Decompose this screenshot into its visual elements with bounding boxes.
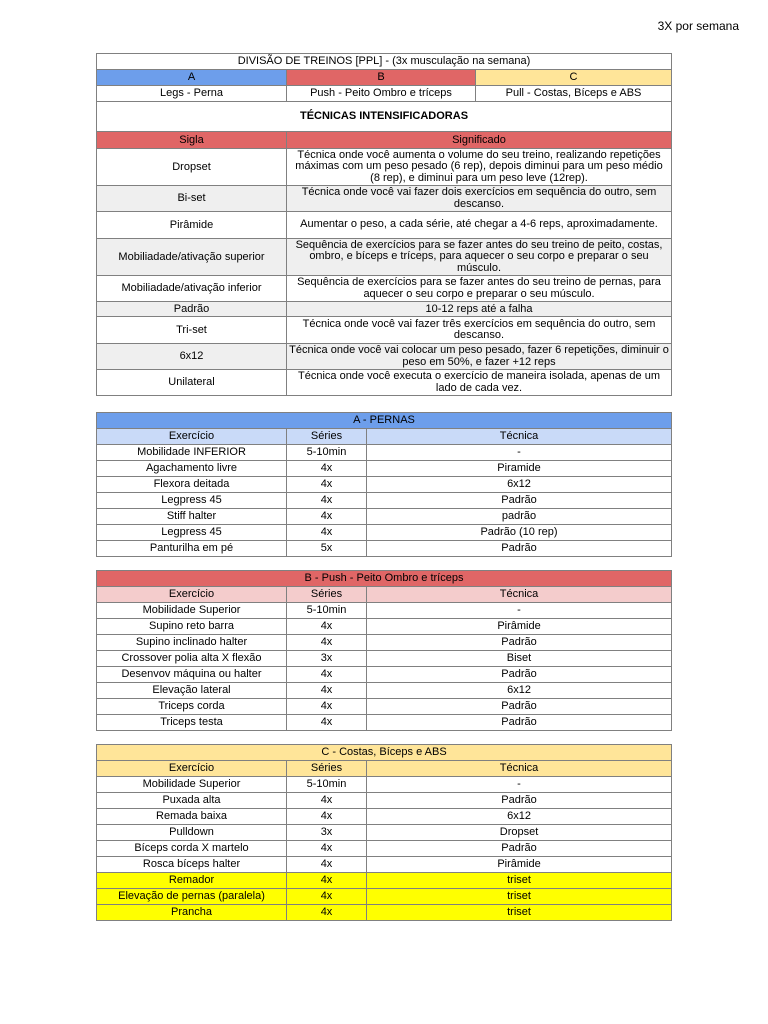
workout-c-table xyxy=(96,744,672,921)
workout-a-title: A - PERNAS xyxy=(97,413,672,429)
exercise-name: Elevação de pernas (paralela) xyxy=(97,889,287,905)
exercise-sets: 4x xyxy=(287,699,367,715)
technique-name: Pirâmide xyxy=(97,212,287,239)
header-tecnica: Técnica xyxy=(367,587,672,603)
technique-meaning: Técnica onde você vai fazer três exercícios em sequência do outro, sem descanso. xyxy=(287,317,672,344)
exercise-name: Legpress 45 xyxy=(97,493,287,509)
technique-meaning: Técnica onde você executa o exercício de maneira isolada, apenas de um lado de cada vez. xyxy=(287,370,672,396)
exercise-sets: 4x xyxy=(287,809,367,825)
exercise-sets: 4x xyxy=(287,857,367,873)
exercise-technique: triset xyxy=(367,889,672,905)
exercise-technique: Biset xyxy=(367,651,672,667)
exercise-name: Desenvov máquina ou halter xyxy=(97,667,287,683)
technique-name: Mobiliadade/ativação superior xyxy=(97,239,287,276)
exercise-name: Mobilidade INFERIOR xyxy=(97,445,287,461)
exercise-technique: triset xyxy=(367,873,672,889)
technique-name: Mobiliadade/ativação inferior xyxy=(97,276,287,302)
exercise-technique: - xyxy=(367,777,672,793)
exercise-sets: 3x xyxy=(287,825,367,841)
exercise-technique: Piramide xyxy=(367,461,672,477)
exercise-technique: 6x12 xyxy=(367,683,672,699)
exercise-technique: padrão xyxy=(367,509,672,525)
technique-meaning: Aumentar o peso, a cada série, até chegar a 4-6 reps, aproximadamente. xyxy=(287,212,672,239)
exercise-name: Supino inclinado halter xyxy=(97,635,287,651)
techniques-header-significado: Significado xyxy=(287,132,672,149)
technique-meaning: Técnica onde você aumenta o volume do seu treino, realizando repetições máximas com um peso pesado (6 rep), depois diminui para um peso médio (8 rep), e diminui para um peso leve (12rep). xyxy=(287,149,672,186)
exercise-technique: Pirâmide xyxy=(367,619,672,635)
division-letter-b: B xyxy=(287,70,476,86)
exercise-technique: Padrão (10 rep) xyxy=(367,525,672,541)
exercise-technique: Dropset xyxy=(367,825,672,841)
exercise-sets: 4x xyxy=(287,509,367,525)
frequency-note: 3X por semana xyxy=(657,19,739,33)
exercise-name: Agachamento livre xyxy=(97,461,287,477)
division-name-a: Legs - Perna xyxy=(97,86,287,102)
exercise-sets: 5-10min xyxy=(287,603,367,619)
exercise-sets: 4x xyxy=(287,635,367,651)
exercise-sets: 4x xyxy=(287,841,367,857)
exercise-sets: 4x xyxy=(287,715,367,731)
technique-name: Unilateral xyxy=(97,370,287,396)
exercise-name: Puxada alta xyxy=(97,793,287,809)
workout-b-title: B - Push - Peito Ombro e tríceps xyxy=(97,571,672,587)
exercise-technique: Pirâmide xyxy=(367,857,672,873)
exercise-name: Remada baixa xyxy=(97,809,287,825)
exercise-technique: Padrão xyxy=(367,715,672,731)
exercise-technique: Padrão xyxy=(367,841,672,857)
division-techniques-table xyxy=(96,53,672,396)
workout-c-title: C - Costas, Bíceps e ABS xyxy=(97,745,672,761)
exercise-name: Prancha xyxy=(97,905,287,921)
header-series: Séries xyxy=(287,429,367,445)
exercise-technique: - xyxy=(367,603,672,619)
exercise-name: Elevação lateral xyxy=(97,683,287,699)
technique-name: 6x12 xyxy=(97,344,287,370)
exercise-technique: Padrão xyxy=(367,493,672,509)
exercise-name: Panturilha em pé xyxy=(97,541,287,557)
technique-name: Dropset xyxy=(97,149,287,186)
exercise-sets: 4x xyxy=(287,683,367,699)
exercise-sets: 5x xyxy=(287,541,367,557)
exercise-sets: 4x xyxy=(287,793,367,809)
exercise-name: Supino reto barra xyxy=(97,619,287,635)
exercise-sets: 4x xyxy=(287,493,367,509)
exercise-sets: 4x xyxy=(287,619,367,635)
exercise-sets: 4x xyxy=(287,905,367,921)
exercise-technique: Padrão xyxy=(367,541,672,557)
exercise-name: Flexora deitada xyxy=(97,477,287,493)
exercise-sets: 5-10min xyxy=(287,445,367,461)
header-exercicio: Exercício xyxy=(97,761,287,777)
exercise-technique: Padrão xyxy=(367,635,672,651)
exercise-sets: 3x xyxy=(287,651,367,667)
technique-meaning: 10-12 reps até a falha xyxy=(287,302,672,317)
division-title: DIVISÃO DE TREINOS [PPL] - (3x musculação na semana) xyxy=(97,54,672,70)
exercise-name: Stiff halter xyxy=(97,509,287,525)
exercise-name: Bíceps corda X martelo xyxy=(97,841,287,857)
exercise-name: Triceps corda xyxy=(97,699,287,715)
exercise-technique: - xyxy=(367,445,672,461)
workout-b-table xyxy=(96,570,672,731)
technique-meaning: Técnica onde você vai colocar um peso pesado, fazer 6 repetições, diminuir o peso em 50%, e fazer +12 reps xyxy=(287,344,672,370)
header-exercicio: Exercício xyxy=(97,429,287,445)
technique-name: Tri-set xyxy=(97,317,287,344)
technique-name: Padrão xyxy=(97,302,287,317)
exercise-name: Legpress 45 xyxy=(97,525,287,541)
exercise-name: Mobilidade Superior xyxy=(97,603,287,619)
exercise-technique: triset xyxy=(367,905,672,921)
exercise-name: Triceps testa xyxy=(97,715,287,731)
exercise-technique: Padrão xyxy=(367,699,672,715)
header-exercicio: Exercício xyxy=(97,587,287,603)
exercise-sets: 4x xyxy=(287,461,367,477)
exercise-sets: 4x xyxy=(287,873,367,889)
exercise-technique: 6x12 xyxy=(367,809,672,825)
technique-meaning: Técnica onde você vai fazer dois exercícios em sequência do outro, sem descanso. xyxy=(287,186,672,212)
exercise-name: Crossover polia alta X flexão xyxy=(97,651,287,667)
technique-meaning: Sequência de exercícios para se fazer antes do seu treino de pernas, para aquecer o seu corpo e preparar o seu músculo. xyxy=(287,276,672,302)
header-series: Séries xyxy=(287,587,367,603)
exercise-technique: 6x12 xyxy=(367,477,672,493)
header-series: Séries xyxy=(287,761,367,777)
techniques-title: TÉCNICAS INTENSIFICADORAS xyxy=(97,102,672,132)
workout-a-table xyxy=(96,412,672,557)
exercise-sets: 4x xyxy=(287,889,367,905)
exercise-technique: Padrão xyxy=(367,667,672,683)
division-letter-c: C xyxy=(476,70,672,86)
division-letter-a: A xyxy=(97,70,287,86)
exercise-name: Rosca bíceps halter xyxy=(97,857,287,873)
division-name-c: Pull - Costas, Bíceps e ABS xyxy=(476,86,672,102)
header-tecnica: Técnica xyxy=(367,429,672,445)
exercise-sets: 5-10min xyxy=(287,777,367,793)
exercise-sets: 4x xyxy=(287,667,367,683)
exercise-name: Remador xyxy=(97,873,287,889)
exercise-name: Pulldown xyxy=(97,825,287,841)
exercise-name: Mobilidade Superior xyxy=(97,777,287,793)
techniques-header-sigla: Sigla xyxy=(97,132,287,149)
technique-name: Bi-set xyxy=(97,186,287,212)
exercise-sets: 4x xyxy=(287,525,367,541)
exercise-technique: Padrão xyxy=(367,793,672,809)
technique-meaning: Sequência de exercícios para se fazer antes do seu treino de peito, costas, ombro, e bíceps e tríceps, para aquecer o seu corpo e preparar o seu músculo. xyxy=(287,239,672,276)
header-tecnica: Técnica xyxy=(367,761,672,777)
division-name-b: Push - Peito Ombro e tríceps xyxy=(287,86,476,102)
exercise-sets: 4x xyxy=(287,477,367,493)
